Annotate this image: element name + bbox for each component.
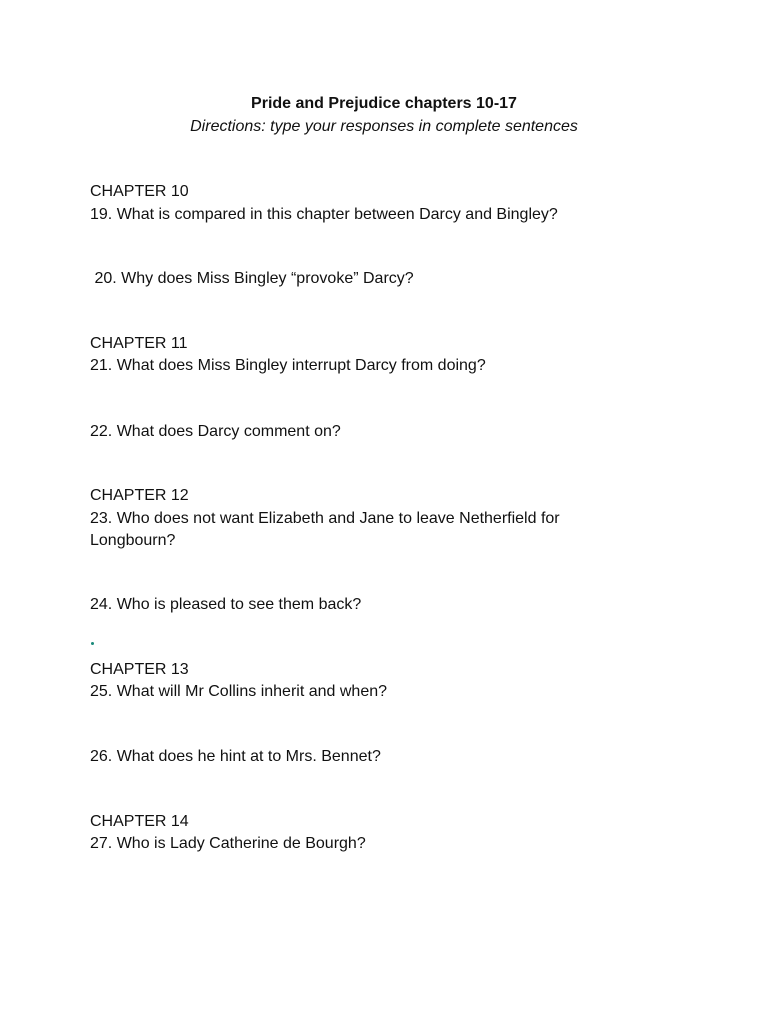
chapter-11-heading: CHAPTER 11 xyxy=(90,335,188,352)
stray-dot-mark xyxy=(91,642,94,645)
chapter-10-heading: CHAPTER 10 xyxy=(90,183,189,200)
directions-text: Directions: type your responses in complete sentences xyxy=(190,118,578,135)
chapter-12-heading: CHAPTER 12 xyxy=(90,487,189,504)
question-20: 20. Why does Miss Bingley “provoke” Darcy? xyxy=(90,270,414,287)
chapter-13-heading: CHAPTER 13 xyxy=(90,661,189,678)
document-title: Pride and Prejudice chapters 10-17 xyxy=(251,95,517,112)
question-26: 26. What does he hint at to Mrs. Bennet? xyxy=(90,748,381,765)
question-23-continued: Longbourn? xyxy=(90,532,176,549)
question-27: 27. Who is Lady Catherine de Bourgh? xyxy=(90,835,366,852)
question-19: 19. What is compared in this chapter between Darcy and Bingley? xyxy=(90,206,558,223)
chapter-14-heading: CHAPTER 14 xyxy=(90,813,189,830)
question-24: 24. Who is pleased to see them back? xyxy=(90,596,362,613)
question-21: 21. What does Miss Bingley interrupt Darcy from doing? xyxy=(90,357,486,374)
question-22: 22. What does Darcy comment on? xyxy=(90,423,341,440)
question-23: 23. Who does not want Elizabeth and Jane to leave Netherfield for xyxy=(90,510,560,527)
question-25: 25. What will Mr Collins inherit and when? xyxy=(90,683,388,700)
